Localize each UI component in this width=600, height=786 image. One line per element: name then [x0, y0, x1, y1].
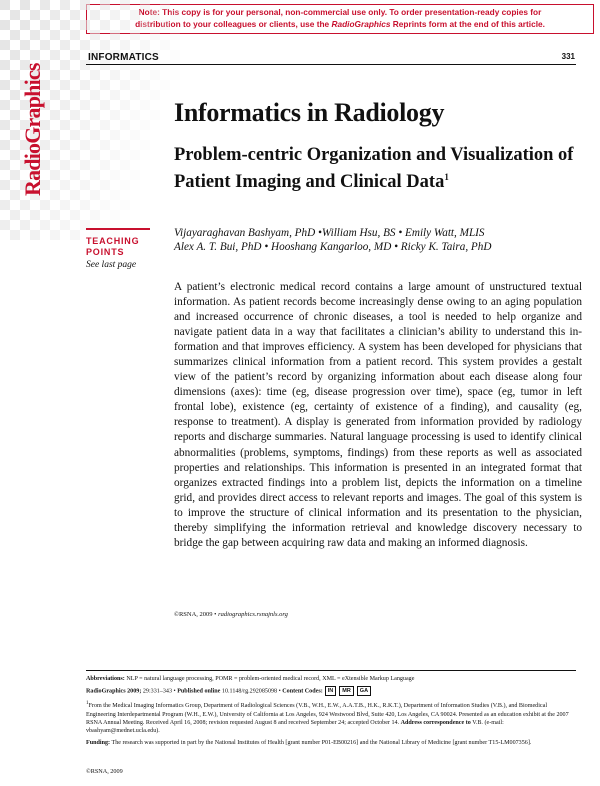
checker-cell [170, 50, 180, 60]
checker-cell [90, 210, 100, 220]
checker-cell [10, 50, 20, 60]
checker-cell [50, 110, 60, 120]
checker-cell [170, 10, 180, 20]
affiliation-note: $^1$From the Medical Imaging Informatics Group, Department of Radiological Sciences (V.B., W.H., E.W., A.A.T.B., H.K., R.K.T.), Department of Information Studies (V.B.), and Biomedical Engineering Interdepartmental Program (W.H., E.W.), University of California at Los Angeles, 924 Westwood Blvd, Suite 420, Los Angeles, CA 90024. Presented as an education exhibit at the 2007 RSNA Annual Meeting. Received April 16, 2008; revision requested August 8 and received September 24; accepted October 14. Address correspondence to V.B. (e-mail: vbashyam@mednet.ucla.edu). [86, 700, 569, 735]
checker-cell [110, 90, 120, 100]
checker-cell [120, 180, 130, 190]
checker-cell [150, 90, 160, 100]
checker-cell [20, 220, 30, 230]
checker-cell [100, 120, 110, 130]
checker-cell [50, 130, 60, 140]
checker-cell [90, 130, 100, 140]
checker-cell [70, 90, 80, 100]
checker-cell [100, 160, 110, 170]
checker-cell [20, 20, 30, 30]
footnotes [86, 675, 576, 750]
checker-cell [50, 30, 60, 40]
checker-cell [70, 170, 80, 180]
checker-cell [120, 120, 130, 130]
funding-note: Funding: The research was supported in part by the National Institutes of Health [grant number P01-EB00216] and the National Library of Medicine [grant number T15-LM007356]. [86, 739, 532, 746]
checker-cell [150, 10, 160, 20]
checker-cell [160, 20, 170, 30]
checker-cell [110, 210, 120, 220]
checker-cell [10, 90, 20, 100]
checker-cell [10, 70, 20, 80]
checker-cell [140, 20, 150, 30]
teaching-points-title: TEACHING POINTS [86, 236, 140, 257]
checker-cell [100, 140, 110, 150]
checker-cell [70, 210, 80, 220]
footnote-rule [86, 670, 576, 671]
checker-cell [90, 90, 100, 100]
authors-line-1: Vijayaraghavan Bashyam, PhD •William Hsu, BS • Emily Watt, MLIS [174, 227, 485, 239]
checker-cell [0, 80, 10, 90]
checker-cell [110, 150, 120, 160]
checker-cell [10, 210, 20, 220]
checker-cell [170, 70, 180, 80]
checker-cell [50, 170, 60, 180]
checker-cell [80, 0, 90, 10]
checker-cell [50, 150, 60, 160]
checker-cell [0, 40, 10, 50]
checker-cell [20, 0, 30, 10]
checker-cell [90, 150, 100, 160]
checker-cell [110, 110, 120, 120]
checker-cell [90, 30, 100, 40]
checker-cell [70, 110, 80, 120]
checker-cell [170, 30, 180, 40]
checker-cell [20, 200, 30, 210]
checker-cell [130, 130, 140, 140]
checker-cell [30, 10, 40, 20]
checker-cell [50, 90, 60, 100]
checker-cell [120, 100, 130, 110]
checker-cell [30, 210, 40, 220]
author-list [174, 226, 584, 254]
checker-cell [120, 200, 130, 210]
checker-cell [80, 160, 90, 170]
checker-cell [110, 190, 120, 200]
checker-cell [0, 200, 10, 210]
checker-cell [130, 110, 140, 120]
checker-cell [50, 210, 60, 220]
checker-cell [10, 150, 20, 160]
checker-cell [140, 80, 150, 90]
notice-line-1: Note: This copy is for your personal, non-commercial use only. To order presentation-ready copies for [138, 7, 542, 17]
checker-cell [80, 200, 90, 210]
checker-cell [90, 170, 100, 180]
checker-cell [120, 160, 130, 170]
checker-cell [40, 220, 50, 230]
checker-cell [120, 20, 130, 30]
checker-cell [140, 140, 150, 150]
checker-cell [120, 40, 130, 50]
checker-cell [60, 40, 70, 50]
checker-cell [100, 100, 110, 110]
checker-cell [120, 140, 130, 150]
checker-cell [60, 60, 70, 70]
checker-cell [80, 20, 90, 30]
content-code-badge: GA [357, 686, 371, 696]
checker-cell [0, 60, 10, 70]
checker-cell [50, 190, 60, 200]
checker-cell [110, 70, 120, 80]
checker-cell [110, 130, 120, 140]
checker-cell [160, 60, 170, 70]
checker-cell [100, 180, 110, 190]
checker-cell [110, 30, 120, 40]
checker-cell [60, 80, 70, 90]
journal-url-link[interactable]: radiographics.rsnajnls.org [218, 611, 288, 618]
header-rule [86, 64, 576, 65]
content-code-badge: IN [325, 686, 337, 696]
checker-cell [60, 160, 70, 170]
checker-cell [0, 220, 10, 230]
checker-cell [0, 20, 10, 30]
checker-cell [90, 190, 100, 200]
checker-cell [70, 70, 80, 80]
checker-cell [70, 50, 80, 60]
journal-brand-logo: RadioGraphics [20, 63, 45, 196]
checker-cell [10, 10, 20, 20]
abstract-text: A patient’s electronic medical record contains a large amount of unstructured textual information. As patient records become increasingly dense owing to an aging population and increased occurrence of chronic diseases, a tool is needed to help organize and navigate patient data in a way that facilitates a clinician’s ability to understand this information and that improves efficiency. A system has been developed for physicians that summarizes clinical information from a patient record. This system provides a gestalt view of the patient’s record by organizing information about each disease along four dimensions (axes): time (eg, disease progression over time), space (eg, tumor in left frontal lobe), existence (eg, certainty of existence of a finding), and causality (eg, response to treatment). A display is generated from information provided by radiology reports and discharge summaries. Natural language processing is used to identify clinical abnormalities (problems, symptoms, findings) from these reports as well as associated properties and relationships. This information is presented in an integrated format that organizes extracted findings into a problem list, depicts the information on a timeline grid, and provides direct access to relevant reports and images. The goal of this system is to improve the structure of clinical information and its presentation to the physician, thereby simplifying the information retrieval and knowledge discovery necessary to bridge the gap between acquiring raw data and making an informed diagnosis. [174, 281, 582, 549]
checker-cell [10, 110, 20, 120]
article-title: Problem-centric Organization and Visualization of Patient Imaging and Clinical Data$^1$ [174, 145, 574, 193]
checker-cell [110, 170, 120, 180]
checker-cell [60, 140, 70, 150]
checker-cell [80, 100, 90, 110]
checker-cell [100, 20, 110, 30]
checker-cell [10, 230, 20, 240]
checker-cell [60, 20, 70, 30]
checker-cell [70, 30, 80, 40]
checker-cell [160, 40, 170, 50]
checker-cell [80, 120, 90, 130]
authors-line-2: Alex A. T. Bui, PhD • Hooshang Kangarloo, MD • Ricky K. Taira, PhD [174, 241, 492, 253]
content-codes [325, 686, 371, 696]
checker-cell [60, 220, 70, 230]
checker-cell [160, 0, 170, 10]
checker-cell [150, 30, 160, 40]
content-code-badge: MR [339, 686, 354, 696]
checker-cell [80, 180, 90, 190]
checker-cell [100, 0, 110, 10]
checker-cell [70, 150, 80, 160]
checker-cell [10, 190, 20, 200]
checker-cell [70, 190, 80, 200]
checker-cell [140, 100, 150, 110]
checker-cell [50, 230, 60, 240]
checker-cell [70, 230, 80, 240]
checker-cell [130, 90, 140, 100]
checker-cell [130, 150, 140, 160]
checker-cell [90, 110, 100, 120]
teaching-points-link[interactable]: See last page [86, 260, 137, 270]
checker-cell [0, 100, 10, 110]
checker-cell [0, 180, 10, 190]
notice-line-2: distribution to your colleagues or clients, use the RadioGraphics Reprints form at the end of this article. [135, 18, 545, 29]
checker-cell [100, 80, 110, 90]
checker-cell [0, 0, 10, 10]
checker-cell [10, 170, 20, 180]
checker-cell [140, 40, 150, 50]
checker-cell [30, 230, 40, 240]
checker-cell [10, 30, 20, 40]
checker-cell [70, 130, 80, 140]
section-label: INFORMATICS [88, 52, 159, 63]
page-number: 331 [561, 52, 575, 61]
checker-cell [120, 80, 130, 90]
checker-cell [60, 0, 70, 10]
abbreviations: Abbreviations: NLP = natural language processing, POMR = problem-oriented medical record, XML = eXtensible Markup Language [86, 676, 415, 682]
checker-cell [60, 100, 70, 110]
copyright-line: ©RSNA, 2009 • radiographics.rsnajnls.org [174, 611, 288, 618]
checker-cell [80, 140, 90, 150]
footer-copyright: ©RSNA, 2009 [86, 768, 123, 775]
checker-cell [50, 70, 60, 80]
checker-cell [50, 10, 60, 20]
checker-cell [130, 70, 140, 80]
checker-cell [40, 20, 50, 30]
checker-cell [90, 70, 100, 80]
checker-cell [60, 200, 70, 210]
checker-cell [80, 80, 90, 90]
checker-cell [110, 10, 120, 20]
checker-cell [120, 0, 130, 10]
journal-section-title: Informatics in Radiology [174, 98, 445, 127]
checker-cell [70, 10, 80, 20]
checker-cell [40, 0, 50, 10]
teaching-points-rule [86, 228, 150, 230]
checker-cell [150, 70, 160, 80]
checker-cell [60, 180, 70, 190]
checker-cell [50, 50, 60, 60]
checker-cell [90, 10, 100, 20]
checker-cell [100, 200, 110, 210]
checker-cell [160, 80, 170, 90]
checker-cell [60, 120, 70, 130]
checker-cell [130, 30, 140, 40]
checker-cell [100, 40, 110, 50]
checker-cell [140, 120, 150, 130]
checker-cell [140, 0, 150, 10]
checker-cell [10, 130, 20, 140]
checker-cell [130, 170, 140, 180]
checker-cell [130, 10, 140, 20]
checker-cell [40, 200, 50, 210]
citation-line: RadioGraphics 2009; 29:331–343 • Published online 10.1148/rg.292085098 • Content Codes: IN MR GA [86, 686, 576, 696]
checker-cell [80, 40, 90, 50]
checker-cell [0, 120, 10, 130]
checker-cell [0, 140, 10, 150]
checker-cell [0, 160, 10, 170]
checker-cell [150, 110, 160, 120]
